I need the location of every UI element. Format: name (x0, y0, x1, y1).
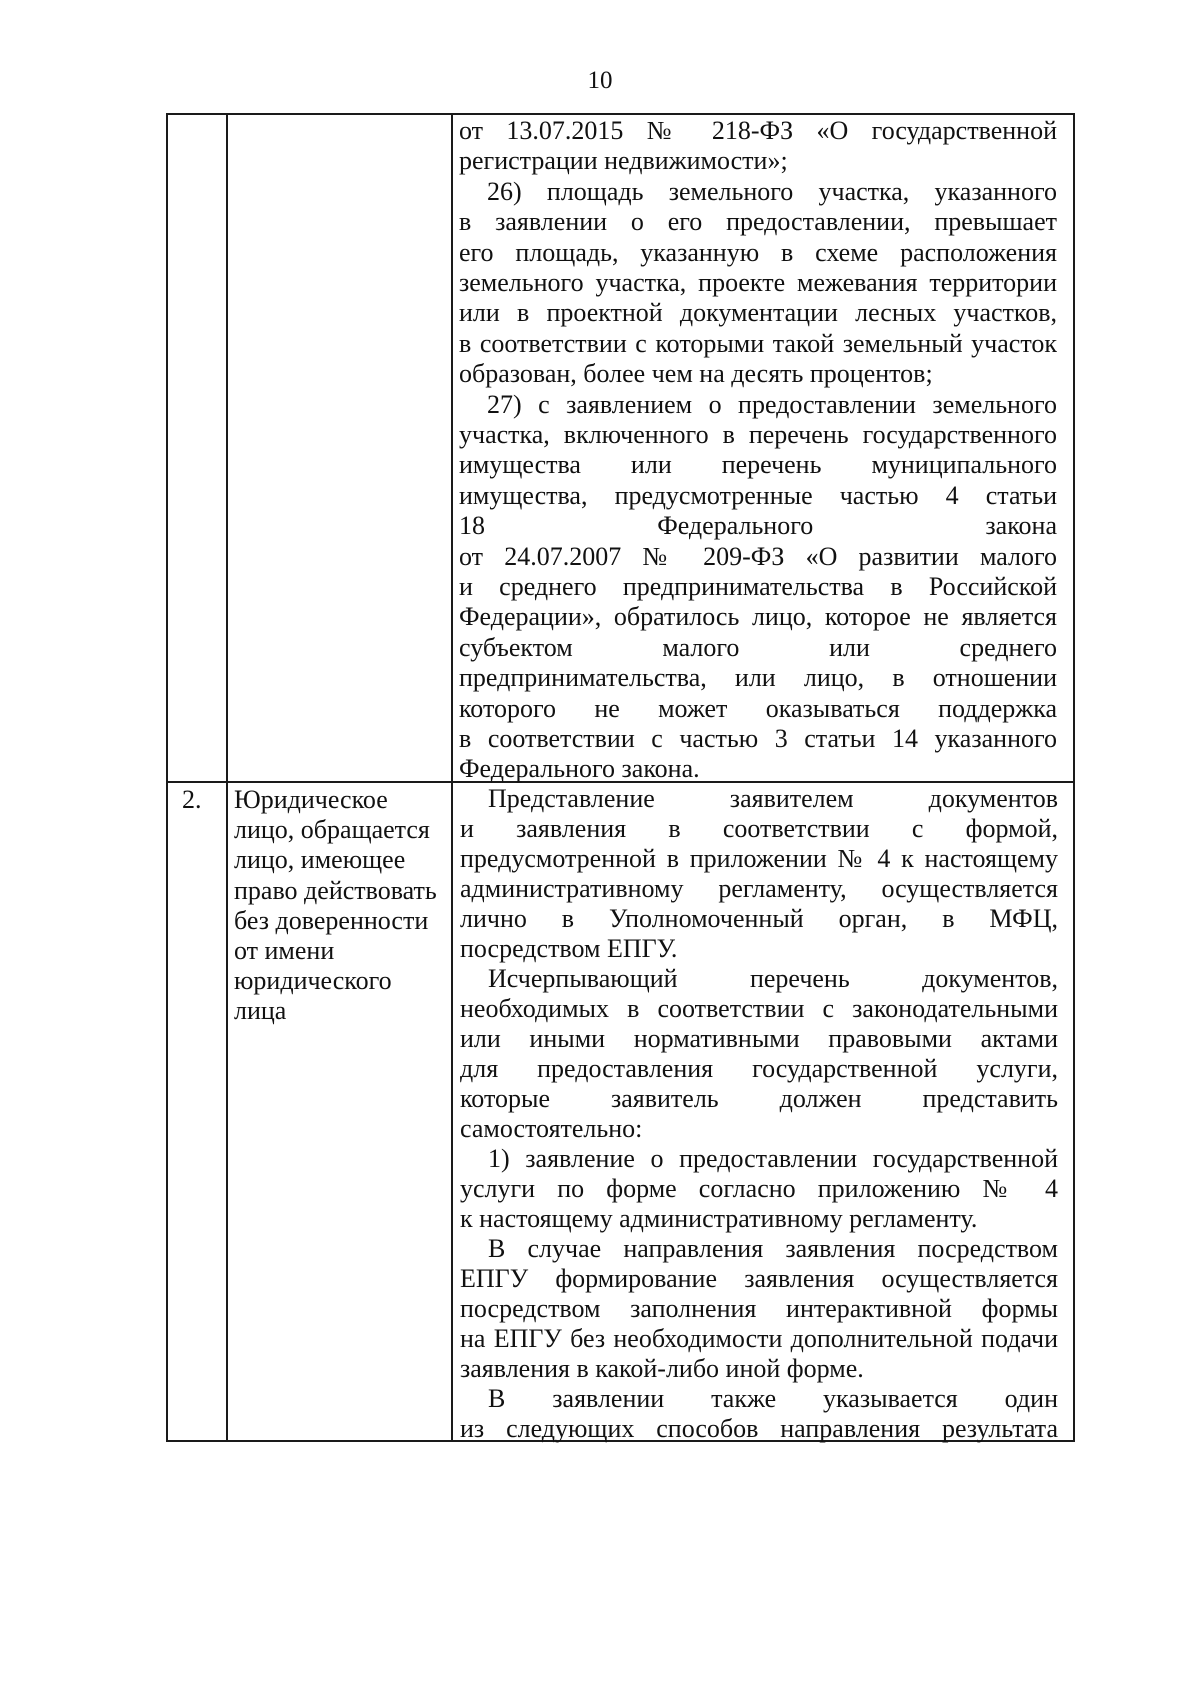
text-line: Представление заявителем документов (488, 784, 1058, 813)
text-line: В случае направления заявления посредством (488, 1234, 1058, 1263)
applicant-line: от имени (234, 936, 335, 965)
text-line: образован, более чем на десять процентов; (459, 359, 933, 389)
applicant-line: право действовать (234, 875, 437, 905)
text-line: к настоящему административному регламенту. (460, 1204, 978, 1233)
text-line: которого не может оказываться поддержка (459, 693, 1057, 723)
text-line: Исчерпывающий перечень документов, (488, 964, 1058, 993)
text-line: ЕПГУ формирование заявления осуществляется (460, 1264, 1058, 1293)
text-line: в соответствии с частью 3 статьи 14 указанного (459, 724, 1057, 753)
table-border-left (166, 113, 168, 1442)
applicant-line: лица (234, 996, 287, 1026)
text-line: или в проектной документации лесных участков, (459, 298, 1057, 328)
text-line: или иными нормативными правовыми актами (460, 1024, 1058, 1053)
text-line: субъектом малого или среднего (459, 632, 1057, 662)
text-line: В заявлении также указывается один (488, 1384, 1058, 1413)
text-line: из следующих способов направления результата (460, 1414, 1058, 1443)
text-line: 27) с заявлением о предоставлении земельного (487, 389, 1057, 419)
column-divider-1 (226, 113, 228, 1442)
text-line: которые заявитель должен представить (460, 1084, 1058, 1113)
text-line: предусмотренной в приложении № 4 к настоящему (460, 844, 1058, 873)
text-line: Федерации», обратилось лицо, которое не является (459, 602, 1057, 632)
text-line: необходимых в соответствии с законодательными (460, 994, 1058, 1023)
text-line: административному регламенту, осуществляется (460, 874, 1058, 903)
text-line: имущества, предусмотренные частью 4 статьи (459, 480, 1057, 510)
text-line: регистрации недвижимости»; (459, 146, 788, 176)
text-line: посредством заполнения интерактивной формы (460, 1294, 1058, 1323)
text-line: услуги по форме согласно приложению № 4 (460, 1174, 1058, 1203)
text-line: для предоставления государственной услуги, (460, 1054, 1058, 1083)
text-line: 1) заявление о предоставлении государственной (488, 1144, 1058, 1173)
text-line: посредством ЕПГУ. (460, 934, 678, 963)
text-line: земельного участка, проекте межевания территории (459, 268, 1057, 297)
row-number: 2. (182, 785, 202, 814)
text-line: заявления в какой-либо иной форме. (460, 1354, 864, 1383)
applicant-line: Юридическое (234, 785, 388, 814)
text-line: и заявления в соответствии с формой, (460, 814, 1058, 843)
text-line: лично в Уполномоченный орган, в МФЦ, (460, 904, 1058, 933)
text-line: и среднего предпринимательства в Российской (459, 572, 1057, 601)
text-line: в соответствии с которыми такой земельный участок (459, 328, 1057, 358)
applicant-line: юридического (234, 966, 392, 996)
text-line: 26) площадь земельного участка, указанного (487, 176, 1057, 206)
text-line: 18 Федерального закона (459, 511, 1057, 541)
applicant-line: без доверенности (234, 905, 429, 935)
table-border-right (1073, 113, 1075, 1442)
applicant-line: лицо, обращается (234, 815, 430, 845)
text-line: от 13.07.2015 № 218-ФЗ «О государственной (459, 116, 1057, 145)
text-line: его площадь, указанную в схеме расположения (459, 237, 1057, 267)
text-line: от 24.07.2007 № 209-ФЗ «О развитии малого (459, 541, 1057, 571)
text-line: самостоятельно: (460, 1114, 643, 1143)
text-line: имущества или перечень муниципального (459, 450, 1057, 480)
page-number: 10 (587, 67, 613, 94)
text-line: на ЕПГУ без необходимости дополнительной подачи (460, 1324, 1058, 1353)
column-divider-2 (451, 113, 453, 1442)
text-line: участка, включенного в перечень государственного (459, 420, 1057, 449)
text-line: в заявлении о его предоставлении, превышает (459, 207, 1057, 237)
text-line: предпринимательства, или лицо, в отношении (459, 663, 1057, 693)
applicant-line: лицо, имеющее (234, 845, 406, 875)
text-line: Федерального закона. (459, 754, 700, 784)
